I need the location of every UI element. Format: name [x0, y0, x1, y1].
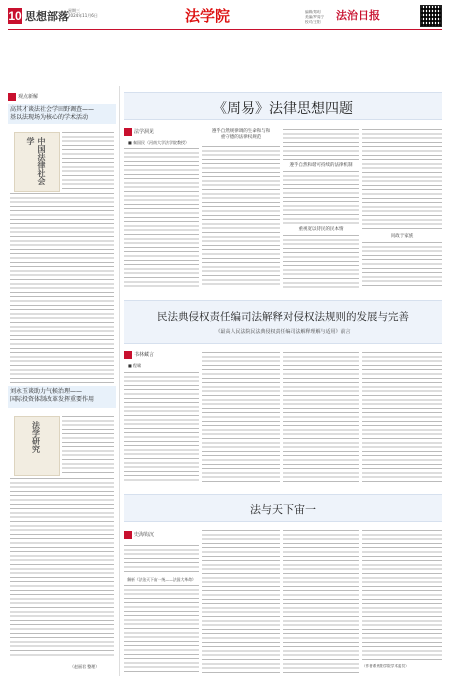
tag-square-icon — [124, 351, 132, 359]
tag-square-icon — [124, 128, 132, 136]
section3-title: 法与天下宙一 — [250, 503, 316, 516]
tag-history — [124, 530, 154, 539]
page-title: 法学院 — [185, 8, 231, 25]
section2-banner — [124, 300, 442, 344]
section1-col4-text-b — [362, 242, 442, 288]
tag-square-icon — [124, 531, 132, 539]
section1-title: 《周易》法律思想四题 — [213, 101, 353, 117]
book-cover-1 — [14, 132, 60, 192]
tag-square-icon — [8, 93, 16, 101]
left-footer: （赵丽君 整理） — [70, 664, 100, 669]
book1-title: 中国法律社会学 — [26, 137, 47, 185]
qr-code-icon — [420, 5, 442, 27]
section3-subhead: 解析《法治天下宙一统——法国大革命》 — [127, 577, 196, 582]
article1-text-a — [62, 132, 114, 190]
section2-subtitle: 《最高人民法院民法典侵权责任编司法解释理解与适用》前言 — [215, 329, 351, 335]
section2-col1-text — [124, 372, 199, 482]
section1-col3-text-b — [283, 171, 359, 225]
section1-col2-text — [202, 146, 280, 288]
section2-col2-text — [202, 352, 280, 482]
section3-banner — [124, 494, 442, 522]
page-number: 10 — [8, 9, 22, 23]
section1-subhead1: 遵乎自然规律调的生命和与和 重守德的法律权规范 — [211, 129, 271, 140]
section3-col2-text — [202, 530, 280, 675]
issue-date: 星期三 2024年11月6日 — [68, 8, 98, 18]
book-cover-2 — [14, 416, 60, 476]
article1-title-banner — [8, 104, 116, 124]
tag-label: 史海钩沉 — [134, 532, 155, 538]
article2-text-a — [62, 416, 114, 474]
tag-label: 法学洞见 — [134, 129, 155, 135]
editor-credits: 编辑/郑玥 美编/罗周宁 校对/王阳 — [305, 10, 325, 24]
section1-col3-text-a — [283, 129, 359, 161]
section2-col3-text — [283, 352, 359, 482]
article2-text-b — [10, 478, 114, 658]
newspaper-logo: 法治日报 — [336, 9, 380, 22]
section1-col3-text-c — [283, 235, 359, 288]
tag-label: 书林藏言 — [134, 352, 155, 358]
section1-subhead3: 重视宽以待民的民本情 — [298, 227, 344, 232]
section1-banner — [124, 92, 442, 120]
section2-author: ■ 程啸 — [128, 363, 142, 368]
header-rule — [8, 29, 442, 30]
tag-opinion — [8, 92, 38, 101]
section-name: 思想部落 — [25, 11, 69, 23]
column-divider — [119, 86, 120, 676]
article1-title: 高其才谈法社会学田野调查—— 基以法现场为核心的学术活动 — [10, 106, 95, 121]
tag-label: 观点新解 — [18, 94, 39, 100]
section3-col1-text-a — [124, 545, 199, 575]
section1-col1-text — [124, 148, 199, 288]
tag-books — [124, 350, 154, 359]
book2-title: 法学研究 — [31, 421, 42, 453]
section2-title: 民法典侵权责任编司法解释对侵权法规则的发展与完善 — [157, 311, 409, 323]
section3-footer: （作者系贵阳学院学术委员） — [362, 664, 409, 668]
article1-text-b — [10, 193, 114, 385]
section1-subhead4: 问政于家族 — [390, 234, 414, 239]
article2-title-banner — [8, 386, 116, 408]
section1-subhead2: 遵乎自然和谐可持续的法律机制 — [289, 163, 353, 168]
section1-col4-text-a — [362, 129, 442, 231]
section3-col3-text — [283, 530, 359, 675]
article2-title: 刘永玉谈助力气候治理—— 国际投资体制改革发挥重要作用 — [10, 388, 95, 403]
section3-col1-text-b — [124, 585, 199, 675]
tag-insight — [124, 127, 154, 136]
section2-col4-text — [362, 352, 442, 482]
section3-col4-text — [362, 530, 442, 660]
section1-author: ■ 秦国民（河南大学法学院教授） — [128, 140, 190, 145]
